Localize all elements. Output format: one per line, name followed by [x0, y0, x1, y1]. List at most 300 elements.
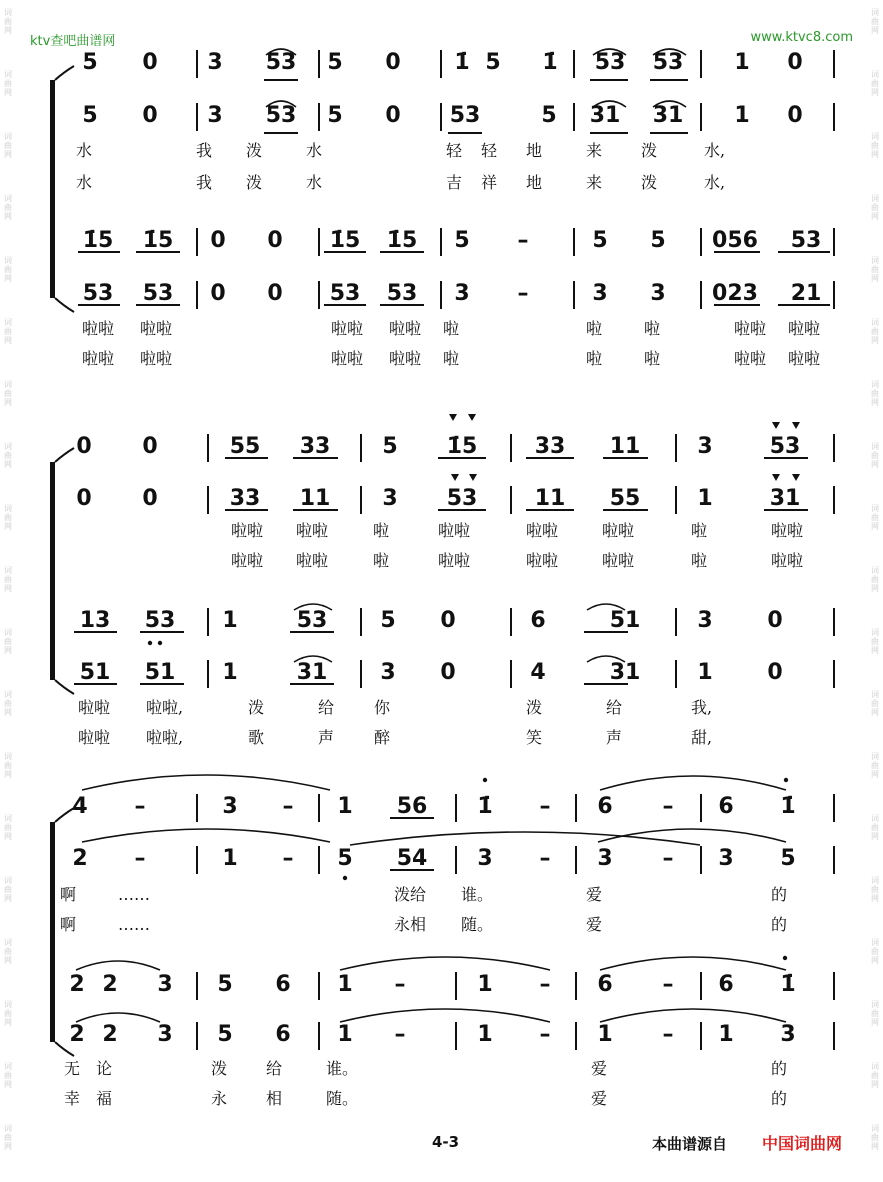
note-cell: –: [517, 228, 529, 253]
watermark-text: 词 曲 网: [4, 628, 12, 655]
note-cell: 53: [144, 608, 176, 633]
lyric-cell: 啦啦: [231, 551, 264, 570]
lyric-cell: 给: [606, 698, 623, 717]
lyric-cell: 随。: [326, 1089, 359, 1108]
barline: [440, 228, 442, 256]
note-cell: 5: [380, 608, 396, 633]
lyric-row: [0, 1058, 883, 1080]
note-cell: 1̇: [780, 794, 796, 819]
note-cell: 0: [267, 281, 283, 306]
watermark-text: 词 曲 网: [871, 318, 879, 345]
lyric-cell: 醉: [374, 728, 391, 747]
note-cell: 6: [275, 972, 291, 997]
lyric-row: [0, 348, 883, 370]
note-cell: 3: [477, 846, 493, 871]
lyric-cell: 啦啦: [331, 319, 364, 338]
note-cell: 5: [337, 846, 353, 871]
watermark-text: 词 曲 网: [871, 628, 879, 655]
note-cell: 11: [299, 486, 331, 511]
note-cell: 1: [734, 103, 750, 128]
barline: [207, 660, 209, 688]
barline: [318, 281, 320, 309]
note-cell: 21: [790, 281, 822, 306]
note-cell: 53: [82, 281, 114, 306]
note-cell: 3: [697, 434, 713, 459]
barline: [318, 228, 320, 256]
note-cell: 0: [787, 50, 803, 75]
lyric-cell: 我,: [691, 698, 713, 717]
note-cell: 53: [790, 228, 822, 253]
barline: [700, 972, 702, 1000]
lyric-cell: 啊: [60, 915, 77, 934]
watermark-text: 词 曲 网: [871, 566, 879, 593]
lyric-cell: 啦啦: [78, 728, 111, 747]
note-cell: 1̇: [780, 972, 796, 997]
note-cell: 1̇: [454, 50, 470, 75]
lyric-cell: 给: [318, 698, 335, 717]
note-cell: 53: [652, 50, 684, 75]
note-cell: 33: [534, 434, 566, 459]
lyric-cell: 水,: [704, 141, 726, 160]
note-cell: 6: [275, 1022, 291, 1047]
barline: [833, 434, 835, 462]
watermark-text: 词 曲 网: [4, 256, 12, 283]
lyric-cell: 轻: [446, 141, 463, 160]
barline: [575, 1022, 577, 1050]
lyric-cell: 谁。: [461, 885, 494, 904]
lyric-cell: 幸: [64, 1089, 81, 1108]
note-cell: 0: [142, 103, 158, 128]
barline: [455, 972, 457, 1000]
note-cell: 0: [440, 608, 456, 633]
lyric-cell: ……: [118, 885, 150, 904]
lyric-row: [0, 172, 883, 194]
lyric-cell: 啦啦: [140, 319, 173, 338]
source-label: 本曲谱源自: [652, 1135, 728, 1153]
watermark-text: 词 曲 网: [871, 70, 879, 97]
watermark-text: 词 曲 网: [4, 690, 12, 717]
watermark-text: 词 曲 网: [871, 876, 879, 903]
note-cell: 0: [440, 660, 456, 685]
note-cell: 6: [718, 972, 734, 997]
note-cell: –: [662, 972, 674, 997]
lyric-cell: 水: [306, 173, 323, 192]
lyric-cell: 我: [196, 173, 213, 192]
note-cell: 3: [650, 281, 666, 306]
note-cell: 3: [697, 608, 713, 633]
watermark-text: 词 曲 网: [871, 132, 879, 159]
lyric-cell: 福: [96, 1089, 113, 1108]
note-cell: 5: [592, 228, 608, 253]
note-cell: 1: [477, 1022, 493, 1047]
watermark-text: 词 曲 网: [871, 1062, 879, 1089]
watermark-text: 词 曲 网: [4, 504, 12, 531]
lyric-cell: 的: [771, 915, 788, 934]
barline: [318, 794, 320, 822]
lyric-cell: 啦啦,: [146, 728, 184, 747]
note-cell: 13: [79, 608, 111, 633]
barline: [318, 1022, 320, 1050]
lyric-cell: 给: [266, 1059, 283, 1078]
watermark-text: 词 曲 网: [871, 380, 879, 407]
lyric-cell: 啦啦: [331, 349, 364, 368]
note-cell: 1̇5: [142, 228, 174, 253]
note-cell: 0: [385, 103, 401, 128]
note-cell: 1: [222, 608, 238, 633]
note-cell: 0: [767, 660, 783, 685]
barline: [510, 660, 512, 688]
lyric-row: [0, 318, 883, 340]
lyric-cell: 啦啦: [602, 521, 635, 540]
notation-row: [0, 656, 883, 690]
note-cell: 2: [102, 972, 118, 997]
lyric-cell: 啦: [443, 319, 460, 338]
note-cell: –: [394, 972, 406, 997]
note-cell: 56: [396, 794, 428, 819]
watermark-text: 词 曲 网: [871, 752, 879, 779]
barline: [360, 660, 362, 688]
note-cell: 3: [157, 972, 173, 997]
note-cell: 0: [142, 50, 158, 75]
lyric-cell: 甜,: [691, 728, 713, 747]
note-cell: 1: [697, 660, 713, 685]
lyric-cell: 啦啦,: [146, 698, 184, 717]
lyric-cell: 声: [318, 728, 335, 747]
note-cell: 5: [327, 50, 343, 75]
watermark-text: 词 曲 网: [871, 442, 879, 469]
watermark-text: 词 曲 网: [4, 380, 12, 407]
barline: [833, 228, 835, 256]
lyric-cell: 水,: [704, 173, 726, 192]
note-cell: 53: [769, 434, 801, 459]
lyric-cell: 啦啦: [82, 349, 115, 368]
lyric-cell: 爱: [586, 915, 603, 934]
barline: [318, 972, 320, 1000]
barline: [455, 794, 457, 822]
barline: [196, 50, 198, 78]
note-cell: –: [282, 794, 294, 819]
barline: [360, 608, 362, 636]
lyric-cell: 水: [76, 173, 93, 192]
note-cell: 55: [609, 486, 641, 511]
lyric-cell: 啦啦: [296, 521, 329, 540]
barline: [573, 228, 575, 256]
lyric-cell: 啦啦: [389, 349, 422, 368]
note-cell: –: [134, 794, 146, 819]
lyric-cell: 泼: [641, 141, 658, 160]
lyric-cell: 泼: [641, 173, 658, 192]
lyric-cell: 声: [606, 728, 623, 747]
watermark-text: 词 曲 网: [871, 690, 879, 717]
lyric-cell: 我: [196, 141, 213, 160]
note-cell: 5: [650, 228, 666, 253]
barline: [318, 50, 320, 78]
lyric-cell: 随。: [461, 915, 494, 934]
lyric-cell: 你: [374, 698, 391, 717]
note-cell: 1̇: [542, 50, 558, 75]
lyric-cell: 啦啦: [734, 349, 767, 368]
note-cell: 1: [734, 50, 750, 75]
note-cell: 0: [76, 434, 92, 459]
note-cell: 0: [142, 434, 158, 459]
barline: [700, 794, 702, 822]
lyric-cell: 啦啦: [78, 698, 111, 717]
note-cell: 6: [597, 794, 613, 819]
barline: [700, 846, 702, 874]
barline: [207, 486, 209, 514]
note-cell: 1: [337, 972, 353, 997]
note-cell: –: [282, 846, 294, 871]
note-cell: 53: [449, 103, 481, 128]
lyric-cell: 啦啦: [771, 521, 804, 540]
note-cell: 11: [609, 434, 641, 459]
note-cell: 1̇5: [446, 434, 478, 459]
barline: [675, 486, 677, 514]
header-left-site: ktv查吧曲谱网: [30, 34, 116, 49]
note-cell: 3: [157, 1022, 173, 1047]
lyric-cell: 地: [526, 173, 543, 192]
note-cell: 1̇5: [82, 228, 114, 253]
barline: [833, 281, 835, 309]
lyric-cell: 啦: [586, 319, 603, 338]
lyric-cell: 啦啦: [82, 319, 115, 338]
note-cell: 1: [697, 486, 713, 511]
lyric-cell: 啦啦: [788, 349, 821, 368]
note-cell: 53: [142, 281, 174, 306]
note-cell: –: [662, 846, 674, 871]
note-cell: 31: [609, 660, 641, 685]
note-cell: 33: [229, 486, 261, 511]
lyric-row: [0, 727, 883, 749]
lyric-cell: 啦啦: [602, 551, 635, 570]
barline: [575, 846, 577, 874]
lyric-cell: 来: [586, 141, 603, 160]
barline: [510, 434, 512, 462]
lyric-row: [0, 550, 883, 572]
barline: [833, 608, 835, 636]
barline: [675, 660, 677, 688]
watermark-text: 词 曲 网: [4, 1000, 12, 1027]
watermark-text: 词 曲 网: [871, 1000, 879, 1027]
lyric-cell: 啦: [644, 319, 661, 338]
barline: [573, 50, 575, 78]
header-right-site: www.ktvc8.com: [750, 30, 853, 45]
lyric-cell: 啦啦: [140, 349, 173, 368]
lyric-cell: 啦: [373, 521, 390, 540]
watermark-text: 词 曲 网: [871, 194, 879, 221]
note-cell: 31: [296, 660, 328, 685]
note-cell: 2: [102, 1022, 118, 1047]
barline: [510, 608, 512, 636]
lyric-cell: 啦啦: [438, 521, 471, 540]
lyric-cell: 爱: [591, 1059, 608, 1078]
note-cell: 3: [592, 281, 608, 306]
barline: [833, 50, 835, 78]
barline: [196, 846, 198, 874]
note-cell: –: [662, 794, 674, 819]
watermark-text: 词 曲 网: [4, 938, 12, 965]
notation-row: [0, 968, 883, 1002]
note-cell: 1: [337, 794, 353, 819]
note-cell: 2: [69, 972, 85, 997]
lyric-cell: 祥: [481, 173, 498, 192]
barline: [573, 281, 575, 309]
barline: [196, 228, 198, 256]
watermark-text: 词 曲 网: [4, 318, 12, 345]
note-cell: 5: [382, 434, 398, 459]
lyric-cell: 泼给: [394, 885, 427, 904]
lyric-cell: 啦啦: [788, 319, 821, 338]
lyric-cell: 的: [771, 1089, 788, 1108]
barline: [196, 972, 198, 1000]
note-cell: 056: [712, 228, 758, 253]
note-cell: 5: [780, 846, 796, 871]
barline: [675, 434, 677, 462]
watermark-text: 词 曲 网: [4, 1124, 12, 1151]
lyric-cell: 永: [211, 1089, 228, 1108]
barline: [207, 434, 209, 462]
note-cell: 51: [609, 608, 641, 633]
lyric-cell: 啦啦: [231, 521, 264, 540]
note-cell: –: [539, 972, 551, 997]
watermark-text: 词 曲 网: [4, 8, 12, 35]
note-cell: 0: [142, 486, 158, 511]
note-cell: 1: [718, 1022, 734, 1047]
note-cell: 6: [718, 794, 734, 819]
barline: [700, 103, 702, 131]
note-cell: 1̇5: [386, 228, 418, 253]
note-cell: –: [517, 281, 529, 306]
lyric-cell: 歌: [248, 728, 265, 747]
watermark-text: 词 曲 网: [4, 566, 12, 593]
source-site[interactable]: 中国词曲网: [762, 1134, 843, 1153]
note-cell: 0: [787, 103, 803, 128]
note-cell: 53: [329, 281, 361, 306]
lyric-cell: 啦: [443, 349, 460, 368]
note-cell: 5: [541, 103, 557, 128]
barline: [833, 1022, 835, 1050]
note-cell: 5: [82, 103, 98, 128]
note-cell: 1: [597, 1022, 613, 1047]
barline: [833, 660, 835, 688]
note-cell: –: [662, 1022, 674, 1047]
note-cell: 51: [79, 660, 111, 685]
lyric-cell: 啦: [691, 521, 708, 540]
note-cell: –: [539, 846, 551, 871]
note-cell: 3: [780, 1022, 796, 1047]
barline: [455, 846, 457, 874]
barline: [440, 281, 442, 309]
watermark-text: 词 曲 网: [871, 938, 879, 965]
note-cell: 2: [69, 1022, 85, 1047]
note-cell: 6: [597, 972, 613, 997]
notation-row: [0, 430, 883, 464]
note-cell: –: [134, 846, 146, 871]
note-cell: 3: [718, 846, 734, 871]
barline: [455, 1022, 457, 1050]
note-cell: 4: [530, 660, 546, 685]
lyric-cell: 啦啦: [389, 319, 422, 338]
note-cell: 3: [222, 794, 238, 819]
note-cell: 53: [296, 608, 328, 633]
watermark-text: 词 曲 网: [871, 8, 879, 35]
notation-row: [0, 604, 883, 638]
lyric-cell: 永相: [394, 915, 427, 934]
lyric-cell: 笑: [526, 728, 543, 747]
barline: [700, 50, 702, 78]
barline: [575, 972, 577, 1000]
watermark-text: 词 曲 网: [871, 1124, 879, 1151]
note-cell: 53: [594, 50, 626, 75]
lyric-cell: 吉: [446, 173, 463, 192]
barline: [196, 103, 198, 131]
note-cell: 2: [72, 846, 88, 871]
lyric-cell: 相: [266, 1089, 283, 1108]
notation-row: [0, 1018, 883, 1052]
barline: [360, 486, 362, 514]
note-cell: 0: [210, 281, 226, 306]
note-cell: 51: [144, 660, 176, 685]
barline: [318, 846, 320, 874]
barline: [196, 281, 198, 309]
lyric-cell: 啦啦: [734, 319, 767, 338]
barline: [575, 794, 577, 822]
barline: [207, 608, 209, 636]
lyric-cell: ……: [118, 915, 150, 934]
note-cell: 0: [76, 486, 92, 511]
lyric-cell: 论: [96, 1059, 113, 1078]
note-cell: 3: [382, 486, 398, 511]
lyric-cell: 水: [306, 141, 323, 160]
note-cell: –: [394, 1022, 406, 1047]
note-cell: 5: [454, 228, 470, 253]
lyric-cell: 啦啦: [526, 521, 559, 540]
barline: [833, 486, 835, 514]
note-cell: 53: [386, 281, 418, 306]
lyric-row: [0, 884, 883, 906]
barline: [440, 103, 442, 131]
lyric-cell: 泼: [246, 173, 263, 192]
lyric-row: [0, 520, 883, 542]
note-cell: 1̇5: [329, 228, 361, 253]
watermark-text: 词 曲 网: [4, 814, 12, 841]
note-cell: 55: [229, 434, 261, 459]
notation-row: [0, 482, 883, 516]
barline: [196, 1022, 198, 1050]
notation-row: [0, 790, 883, 824]
watermark-text: 词 曲 网: [4, 876, 12, 903]
watermark-text: 词 曲 网: [4, 442, 12, 469]
lyric-cell: 啦: [373, 551, 390, 570]
note-cell: 5: [217, 1022, 233, 1047]
lyric-cell: 轻: [481, 141, 498, 160]
note-cell: 31: [589, 103, 621, 128]
barline: [700, 228, 702, 256]
watermark-text: 词 曲 网: [871, 504, 879, 531]
note-cell: 31: [652, 103, 684, 128]
barline: [700, 281, 702, 309]
note-cell: 1: [337, 1022, 353, 1047]
note-cell: 53: [265, 50, 297, 75]
note-cell: 023: [712, 281, 758, 306]
note-cell: 0: [210, 228, 226, 253]
lyric-cell: 泼: [526, 698, 543, 717]
note-cell: –: [539, 1022, 551, 1047]
lyric-cell: 啦: [586, 349, 603, 368]
note-cell: 5: [327, 103, 343, 128]
note-cell: 31: [769, 486, 801, 511]
lyric-cell: 的: [771, 885, 788, 904]
